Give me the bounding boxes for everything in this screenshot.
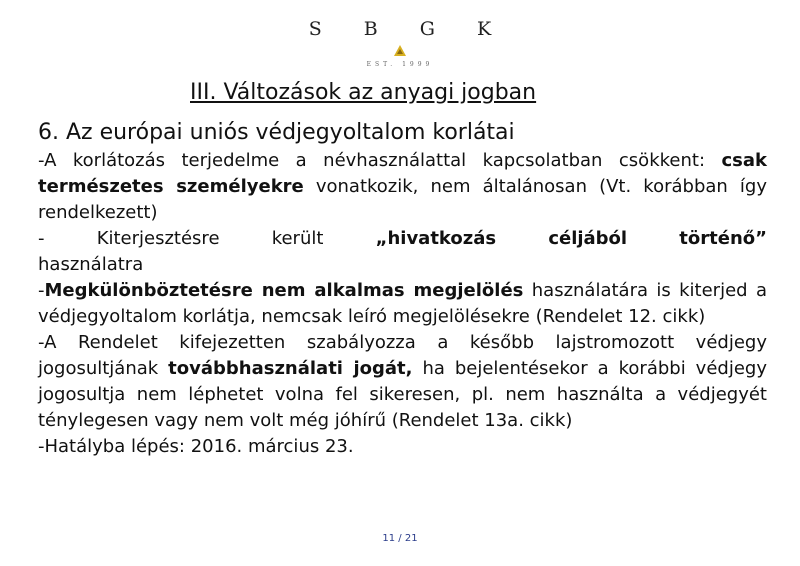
p2-bold-word: céljából — [548, 228, 628, 249]
p2-word: került — [271, 228, 324, 249]
slide-subtitle: 6. Az európai uniós védjegyoltalom korlátai — [38, 120, 515, 145]
p3-text-a: - — [38, 280, 45, 301]
p1-text-a: -A korlátozás terjedelme a névhasználattal kapcsolatban csökkent: — [38, 150, 722, 171]
logo-mark-icon — [393, 44, 407, 58]
page-number: 11 / 21 — [382, 533, 418, 544]
paragraph-4 — [38, 330, 767, 434]
p2-word: - — [38, 228, 45, 249]
p1-bold: csak természetes személyekre — [38, 150, 767, 197]
paragraph-3 — [38, 278, 767, 330]
p4-text-c: ha bejelentésekor a korábbi védjegy jogosultja nem léphetet volna fel sikeresen, pl. nem használta a védjegyét ténylegesen vagy nem volt még jóhírű (Rendelet 13a. cikk) — [38, 358, 767, 431]
paragraph-2-line — [38, 226, 767, 252]
p4-bold: továbbhasználati jogát, — [168, 358, 413, 379]
slide-title: III. Változások az anyagi jogban — [190, 80, 537, 105]
p2-bold-word: „hivatkozás — [375, 228, 497, 249]
logo-letters: S B G K — [308, 18, 510, 40]
p1-text-c: vonatkozik, nem általánosan (Vt. korábban így rendelkezett) — [38, 176, 767, 223]
logo-est: EST. 1999 — [366, 61, 434, 68]
p3-bold: Megkülönböztetésre nem alkalmas megjelölés — [44, 280, 524, 301]
p2-bold-word: történő” — [679, 228, 767, 249]
paragraph-5: -Hatályba lépés: 2016. március 23. — [38, 436, 354, 457]
p3-text-c: használatára is kiterjed a védjegyoltalom korlátja, nemcsak leíró megjelölésekre (Rendelet 12. cikk) — [38, 280, 767, 327]
paragraph-1 — [38, 148, 767, 226]
paragraph-2-last: használatra — [38, 254, 144, 275]
p4-text-a: -A Rendelet kifejezetten szabályozza a később lajstromozott védjegy jogosultjának — [38, 332, 767, 379]
slide-body — [38, 148, 767, 460]
logo — [0, 18, 800, 68]
p2-word: Kiterjesztésre — [96, 228, 220, 249]
